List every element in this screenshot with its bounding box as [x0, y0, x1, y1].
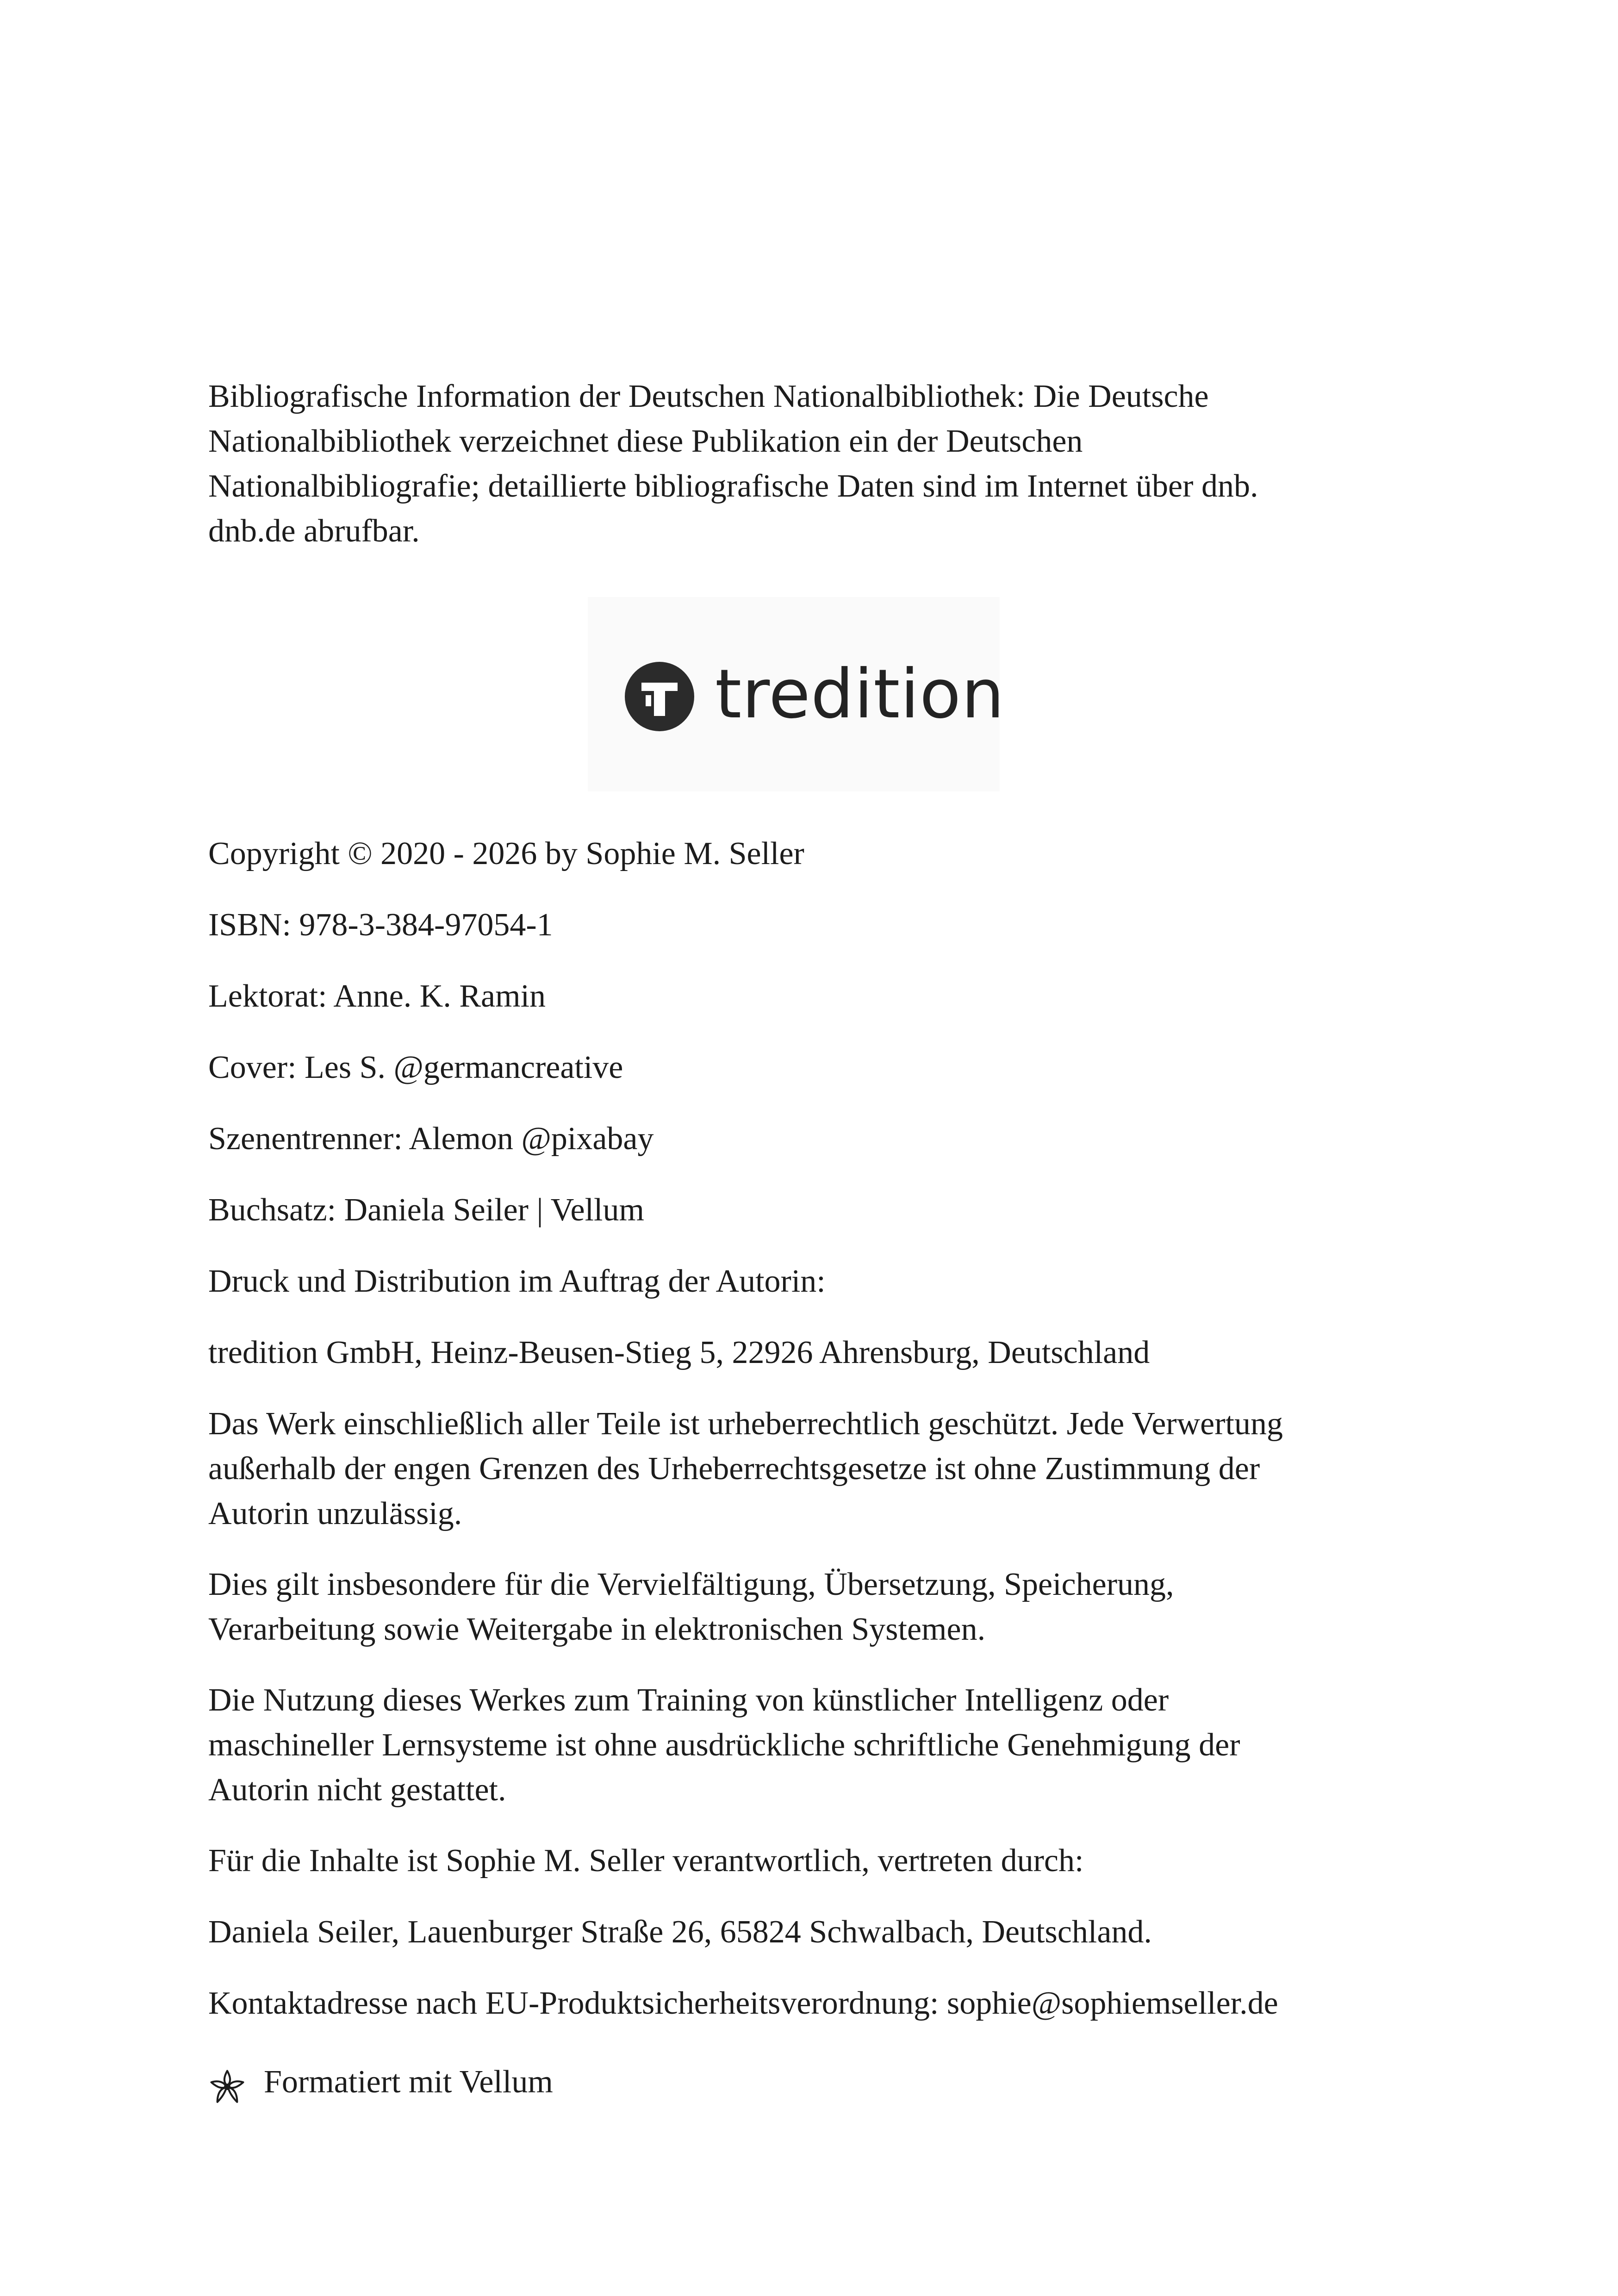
- copyright-line: Copyright © 2020 - 2026 by Sophie M. Seller: [208, 836, 804, 871]
- reproduction-notice-line: Dies gilt insbesondere für die Vervielfältigung, Übersetzung, Speicherung,: [208, 1567, 1174, 1602]
- typesetting-line: Buchsatz: Daniela Seiler | Vellum: [208, 1192, 644, 1228]
- tredition-logo: [588, 597, 1005, 791]
- responsibility-line: Für die Inhalte ist Sophie M. Seller verantwortlich, vertreten durch:: [208, 1843, 1084, 1879]
- copyright-notice-line: Autorin unzulässig.: [208, 1496, 462, 1531]
- ai-notice-line: Die Nutzung dieses Werkes zum Training von künstlicher Intelligenz oder: [208, 1682, 1169, 1718]
- flower-icon: [208, 2068, 246, 2106]
- vellum-credit-label: Formatiert mit Vellum: [264, 2064, 553, 2100]
- bibliographic-info: [208, 374, 1412, 554]
- editing-line: Lektorat: Anne. K. Ramin: [208, 978, 546, 1014]
- ai-training-notice: [208, 1678, 1412, 1812]
- cover-credit-line: Cover: Les S. @germancreative: [208, 1050, 623, 1085]
- reproduction-notice: [208, 1562, 1412, 1652]
- tredition-mark-icon: [625, 662, 694, 731]
- reproduction-notice-line: Verarbeitung sowie Weitergabe in elektronischen Systemen.: [208, 1612, 986, 1647]
- copyright-notice-line: außerhalb der engen Grenzen des Urheberrechtsgesetze ist ohne Zustimmung der: [208, 1451, 1260, 1487]
- tredition-wordmark: tredition: [715, 655, 1005, 734]
- scene-divider-credit-line: Szenentrenner: Alemon @pixabay: [208, 1121, 654, 1157]
- bibliographic-line: Bibliografische Information der Deutschen Nationalbibliothek: Die Deutsche: [208, 379, 1209, 414]
- ai-notice-line: Autorin nicht gestattet.: [208, 1772, 506, 1808]
- ai-notice-line: maschineller Lernsysteme ist ohne ausdrückliche schriftliche Genehmigung der: [208, 1727, 1240, 1763]
- isbn-line: ISBN: 978-3-384-97054-1: [208, 907, 553, 943]
- copyright-notice: [208, 1401, 1412, 1536]
- copyright-notice-line: Das Werk einschließlich aller Teile ist urheberrechtlich geschützt. Jede Verwertung: [208, 1406, 1283, 1442]
- bibliographic-line: dnb.de abrufbar.: [208, 513, 420, 549]
- printer-address-line: tredition GmbH, Heinz-Beusen-Stieg 5, 22926 Ahrensburg, Deutschland: [208, 1335, 1150, 1370]
- contact-line: Kontaktadresse nach EU-Produktsicherheitsverordnung: sophie@sophiemseller.de: [208, 1985, 1278, 2021]
- representative-address-line: Daniela Seiler, Lauenburger Straße 26, 65824 Schwalbach, Deutschland.: [208, 1914, 1152, 1950]
- printing-intro-line: Druck und Distribution im Auftrag der Autorin:: [208, 1263, 826, 1299]
- bibliographic-line: Nationalbibliografie; detaillierte bibliografische Daten sind im Internet über dnb.: [208, 468, 1258, 504]
- bibliographic-line: Nationalbibliothek verzeichnet diese Publikation ein der Deutschen: [208, 423, 1083, 459]
